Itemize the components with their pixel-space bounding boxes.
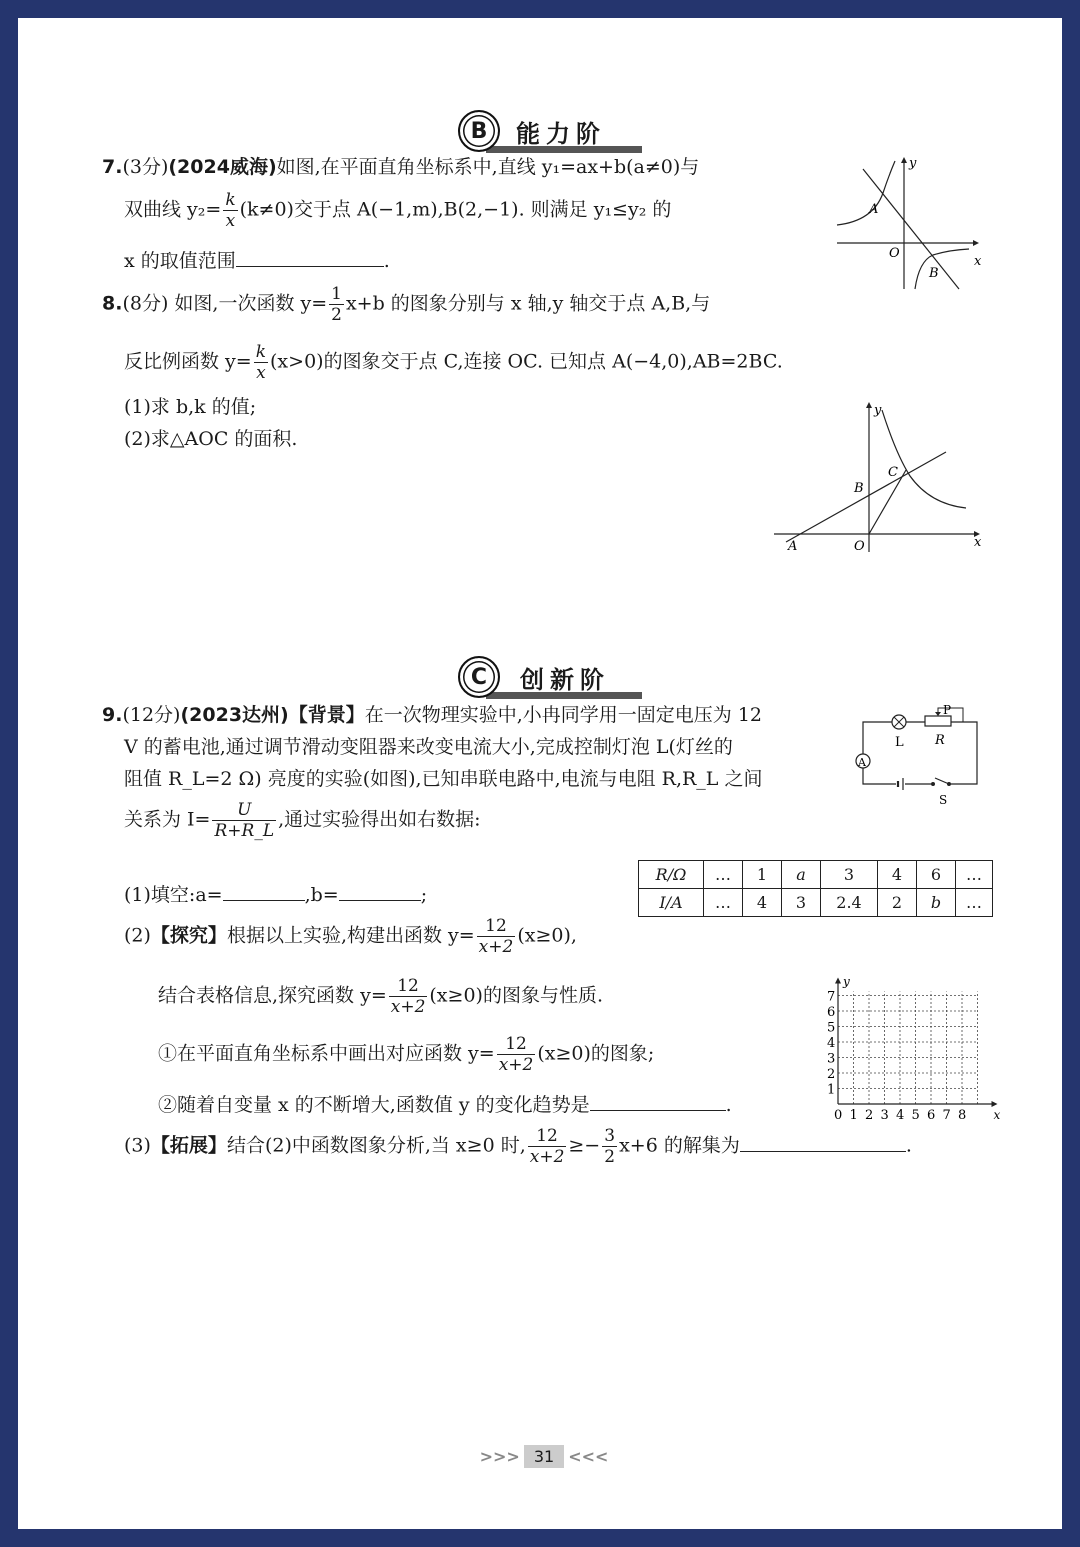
page-number: 31 [524,1445,564,1468]
q9-line2: V 的蓄电池,通过调节滑动变阻器来改变电流大小,完成控制灯泡 L(灯丝的 [124,736,733,758]
q9-a-blank[interactable] [223,882,305,901]
q9-b-blank[interactable] [339,882,421,901]
table-cell: 4 [743,889,782,917]
table-cell: 4 [878,861,917,889]
x-tick-label: 7 [942,1108,951,1123]
q9-part2-line4: ②随着自变量 x 的不断增大,函数值 y 的变化趋势是 . [158,1094,732,1116]
q9-part2-line2: 结合表格信息,探究函数 y= $\frac{12}{x+2}$ (x≥0)的图象与性质. [158,976,603,1017]
q9-circuit [853,702,983,808]
table-cell: 2.4 [821,889,878,917]
y-axis-arrow [835,978,841,984]
x-tick-label: 6 [927,1108,936,1123]
x-tick-label: 8 [958,1108,967,1123]
x-tick-label: 1 [849,1108,858,1123]
q9-line1: 9.(12分)(2023达州)【背景】在一次物理实验中,小冉同学用一固定电压为 12 [102,704,762,726]
x-axis-label: x [993,1108,1001,1122]
q8-part1: (1)求 b,k 的值; [124,396,257,418]
q7-fig-o-label: O [889,246,900,261]
badge-b: B [458,110,500,152]
table-cell: I/A [639,889,704,917]
q8-fig-o-label: O [854,539,865,554]
q9-solution-blank[interactable] [740,1133,906,1152]
q8-fig-a-label: A [788,539,798,554]
section-b-title: 能力阶 [516,120,606,148]
q8-fig-y-label: y [874,403,882,418]
q7-fig-y-label: y [909,156,917,171]
table-cell: R/Ω [639,861,704,889]
circuit-s-label: S [939,793,948,807]
circuit-l-label: L [895,735,904,750]
q8-figure [770,396,990,556]
x-tick-label: 3 [880,1108,889,1123]
table-cell: … [956,861,993,889]
x-tick-label: 4 [896,1108,905,1123]
section-c-title: 创新阶 [520,666,610,694]
q8-line2: 反比例函数 y= $\frac{k}{x}$ (x>0)的图象交于点 C,连接 OC. 已知点 A(−4,0),AB=2BC. [124,342,783,383]
y-axis-label: y [843,974,850,989]
q7-figure [833,153,983,293]
y-tick-label: 6 [827,1005,836,1020]
page-footer [479,1442,609,1470]
q9-grid-figure [800,968,1001,1128]
section-c-header [456,652,642,702]
q8-fig-c-label: C [888,465,898,480]
circuit-r-label: R [935,733,945,748]
q9-part3: (3)【拓展】结合(2)中函数图象分析,当 x≥0 时, $\frac{12}{x+2}$ ≥− $\frac{3}{2}$ x+6 的解集为 . [124,1126,912,1167]
table-cell: … [704,861,743,889]
table-cell: 6 [917,861,956,889]
table-cell: 3 [821,861,878,889]
circuit-ammeter-label: A [858,756,866,769]
q7-fig-x-label: x [974,254,982,269]
q7-answer-blank[interactable] [236,248,384,267]
q8-fig-b-label: B [854,481,864,496]
table-cell: … [956,889,993,917]
y-tick-label: 1 [827,1082,836,1098]
q8-fig-x-label: x [974,535,982,550]
q7-line2: 双曲线 y₂= $\frac{k}{x}$ (k≠0)交于点 A(−1,m),B(2,−1). 则满足 y₁≤y₂ 的 [124,190,672,231]
table-cell: a [782,861,821,889]
q9-trend-blank[interactable] [590,1092,726,1111]
table-row [639,889,993,917]
table-row [639,861,993,889]
q7-line3: x 的取值范围 . [124,250,390,272]
q9-part1: (1)填空:a= ,b= ; [124,884,428,906]
q7-line1: 7.(3分)(2024威海)如图,在平面直角坐标系中,直线 y₁=ax+b(a≠0)与 [102,156,700,178]
q8-part2: (2)求△AOC 的面积. [124,428,298,450]
section-b-header [456,106,642,156]
circuit-p-label: P [943,703,952,717]
y-tick-label: 5 [827,1020,836,1036]
y-tick-label: 2 [827,1067,836,1082]
x-tick-label: 5 [911,1108,920,1123]
q7-fig-b-label: B [929,266,939,281]
x-tick-label: 2 [865,1108,874,1123]
table-cell: … [704,889,743,917]
table-cell: 3 [782,889,821,917]
table-cell: 2 [878,889,917,917]
x-axis-arrow [992,1101,998,1107]
q9-line4: 关系为 I= $\frac{U}{R+R\_L}$ ,通过实验得出如右数据: [124,800,481,841]
page [18,18,1062,1529]
footer-left-arrows: >>> [479,1446,520,1466]
badge-c: C [458,656,500,698]
footer-right-arrows: <<< [568,1446,609,1466]
q9-data-table [638,860,993,917]
x-tick-label: 0 [834,1108,843,1123]
y-tick-label: 4 [827,1036,836,1051]
q9-part2-line3: ①在平面直角坐标系中画出对应函数 y= $\frac{12}{x+2}$ (x≥0)的图象; [158,1034,655,1075]
q8-line1: 8.(8分) 如图,一次函数 y= $\frac{1}{2}$ x+b 的图象分别与 x 轴,y 轴交于点 A,B,与 [102,284,711,325]
y-tick-label: 3 [827,1051,836,1067]
q9-line3: 阻值 R_L=2 Ω) 亮度的实验(如图),已知串联电路中,电流与电阻 R,R_L 之间 [124,768,763,790]
q9-part2-line1: (2)【探究】根据以上实验,构建出函数 y= $\frac{12}{x+2}$ (x≥0), [124,916,577,957]
y-tick-label: 7 [827,989,836,1005]
table-cell: b [917,889,956,917]
q7-fig-a-label: A [869,202,879,217]
table-cell: 1 [743,861,782,889]
